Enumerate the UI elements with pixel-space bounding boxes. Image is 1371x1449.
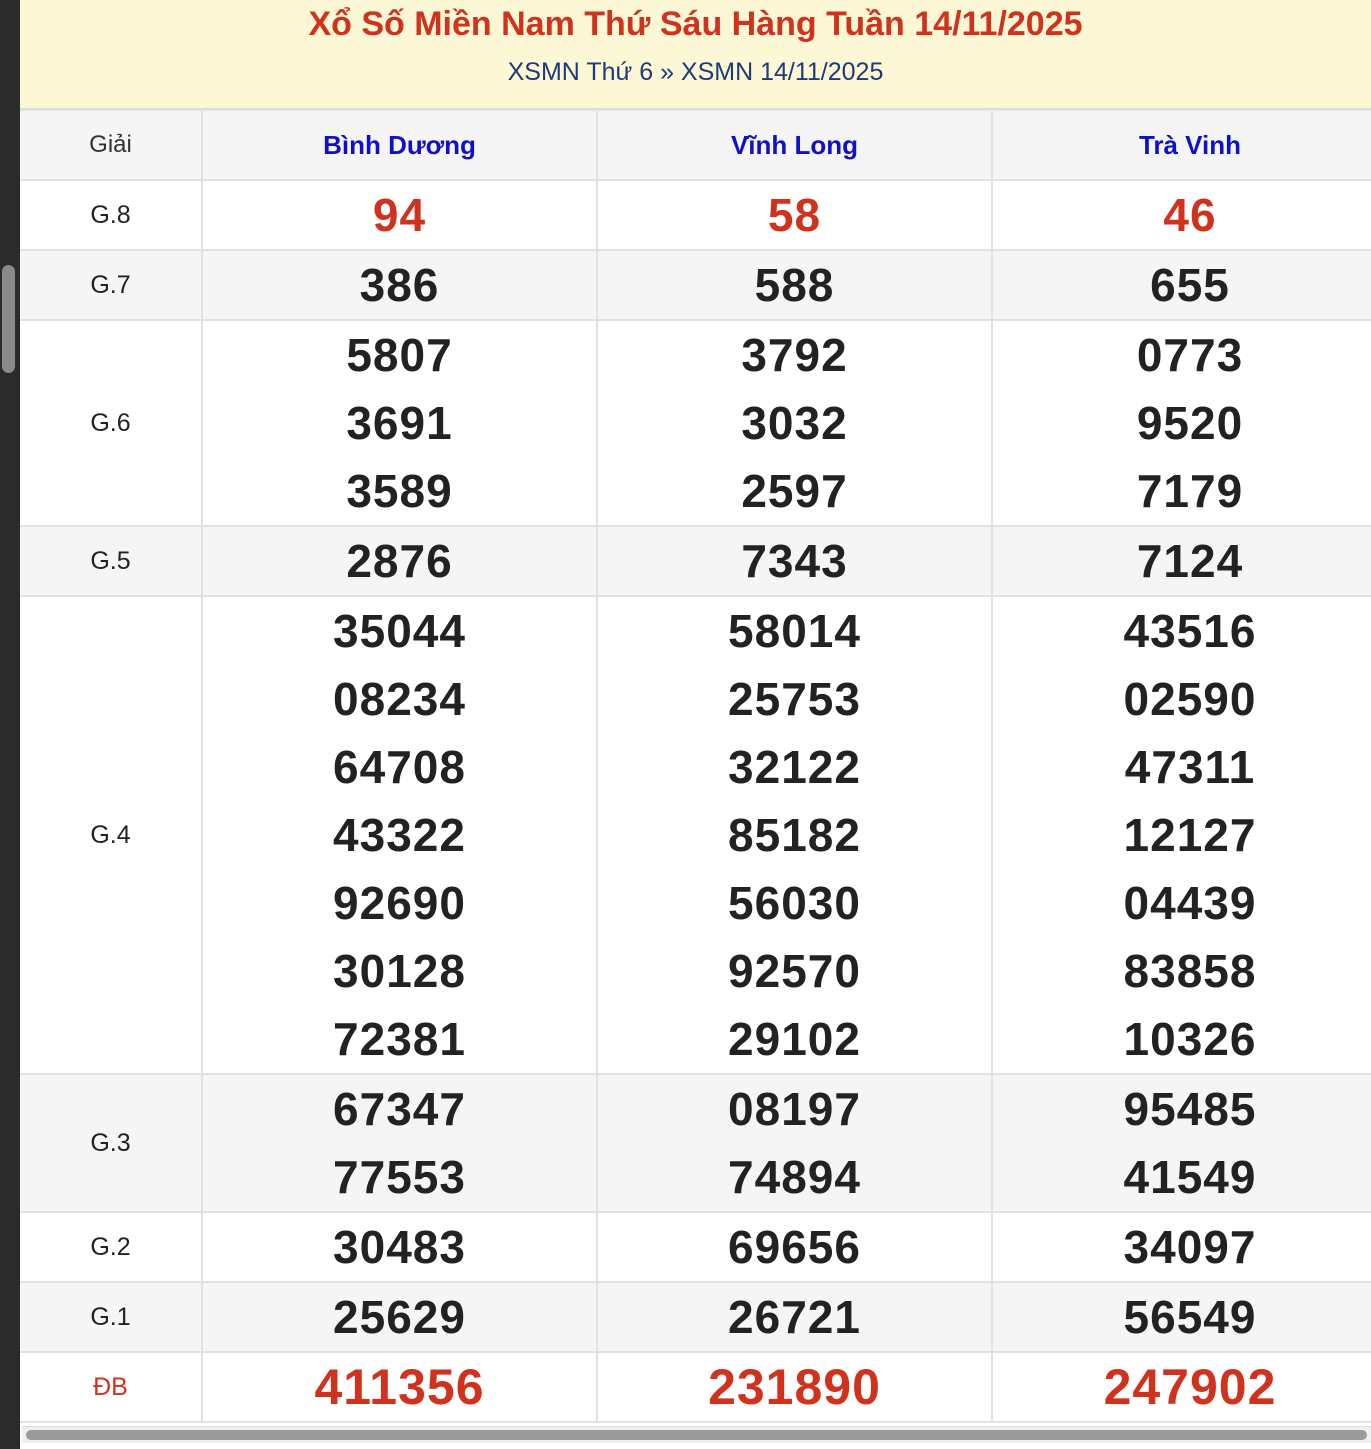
prize-number: 7179 [1136,465,1244,517]
prize-label: G.6 [20,320,202,526]
prize-number: 7124 [1136,535,1244,587]
prize-cell [597,320,992,526]
prize-cell [992,596,1371,1074]
prize-number: 02590 [1123,673,1257,725]
prize-number: 67347 [333,1083,466,1135]
prize-number: 95485 [1123,1083,1257,1135]
prize-cell [202,596,597,1074]
page-title: Xổ Số Miền Nam Thứ Sáu Hàng Tuần 14/11/2025 [308,5,1083,43]
prize-number: 43516 [1123,605,1257,657]
prize-column-header: Giải [20,110,202,180]
prize-cell [992,1282,1371,1352]
prize-number: 7343 [741,535,848,587]
prize-cell [202,526,597,596]
prize-number: 47311 [1124,741,1256,793]
prize-number: 3691 [346,397,453,449]
prize-number: 92690 [333,877,466,929]
table-header-row [20,110,1371,180]
prize-cell [202,180,597,250]
prize-number: 12127 [1123,809,1257,861]
prize-number: 25753 [728,673,861,725]
horizontal-scrollbar-thumb[interactable] [26,1430,1367,1440]
prize-row [20,180,1371,250]
breadcrumb [20,56,1371,88]
prize-row [20,526,1371,596]
prize-cell [597,1352,992,1422]
prize-number: 411356 [314,1359,485,1415]
prize-number: 30128 [333,945,466,997]
prize-number: 3032 [741,397,848,449]
prize-cell [597,1212,992,1282]
prize-number: 56549 [1123,1291,1257,1343]
prize-row [20,1352,1371,1422]
prize-row [20,1074,1371,1212]
prize-row [20,250,1371,320]
prize-number: 247902 [1103,1359,1277,1415]
prize-label: G.1 [20,1282,202,1352]
prize-number: 58 [767,189,822,241]
prize-cell [597,526,992,596]
prize-number: 77553 [333,1151,466,1203]
prize-number: 588 [754,259,835,311]
prize-number: 25629 [333,1291,466,1343]
prize-number: 04439 [1123,877,1257,929]
prize-number: 08197 [728,1083,861,1135]
prize-number: 41549 [1123,1151,1257,1203]
province-header[interactable]: Vĩnh Long [597,110,992,180]
prize-cell [597,596,992,1074]
prize-number: 92570 [728,945,861,997]
prize-cell [992,1074,1371,1212]
prize-cell [597,250,992,320]
prize-number: 64708 [333,741,466,793]
prize-number: 43322 [333,809,466,861]
breadcrumb-link-date[interactable]: XSMN 14/11/2025 [680,58,884,86]
breadcrumb-separator: » [660,58,674,86]
breadcrumb-link-weekday[interactable]: XSMN Thứ 6 [507,58,654,86]
prize-cell [992,180,1371,250]
prize-number: 3792 [741,329,848,381]
prize-cell [992,526,1371,596]
prize-row [20,320,1371,526]
prize-number: 74894 [728,1151,861,1203]
prize-number: 08234 [333,673,466,725]
prize-cell [992,250,1371,320]
prize-number: 72381 [333,1013,466,1065]
prize-label: G.8 [20,180,202,250]
prize-number: 26721 [728,1291,861,1343]
vertical-scrollbar-thumb[interactable] [2,265,15,373]
window-edge [0,0,20,1449]
prize-label: G.5 [20,526,202,596]
prize-row [20,1212,1371,1282]
prize-cell [597,180,992,250]
province-header[interactable]: Bình Dương [202,110,597,180]
prize-number: 58014 [728,605,861,657]
prize-label: G.2 [20,1212,202,1282]
results-panel [20,0,1371,1449]
horizontal-scrollbar[interactable] [22,1426,1371,1443]
prize-label: G.4 [20,596,202,1074]
prize-cell [202,320,597,526]
prize-row [20,596,1371,1074]
prize-number: 5807 [346,329,453,381]
prize-number: 94 [372,189,427,241]
prize-cell [992,320,1371,526]
prize-cell [992,1212,1371,1282]
prize-label: G.7 [20,250,202,320]
results-table [20,109,1371,1423]
prize-number: 35044 [333,605,466,657]
prize-cell [202,1352,597,1422]
prize-number: 0773 [1136,329,1244,381]
prize-number: 9520 [1136,397,1244,449]
prize-cell [202,1282,597,1352]
prize-number: 56030 [728,877,861,929]
prize-number: 32122 [728,741,861,793]
prize-number: 386 [359,259,440,311]
prize-row [20,1282,1371,1352]
prize-number: 83858 [1123,945,1257,997]
prize-number: 46 [1163,189,1217,241]
province-header[interactable]: Trà Vinh [992,110,1371,180]
prize-number: 69656 [728,1221,861,1273]
prize-number: 30483 [333,1221,466,1273]
prize-number: 2876 [346,535,453,587]
prize-number: 10326 [1123,1013,1257,1065]
prize-cell [597,1074,992,1212]
prize-cell [597,1282,992,1352]
prize-number: 655 [1150,259,1230,311]
prize-label: G.3 [20,1074,202,1212]
prize-cell [992,1352,1371,1422]
prize-label: ĐB [20,1352,202,1422]
prize-cell [202,1212,597,1282]
prize-number: 85182 [728,809,861,861]
prize-cell [202,250,597,320]
prize-number: 2597 [741,465,848,517]
prize-number: 231890 [708,1359,881,1415]
prize-cell [202,1074,597,1212]
prize-number: 34097 [1123,1221,1257,1273]
prize-number: 29102 [728,1013,861,1065]
results-header [20,0,1371,109]
prize-number: 3589 [346,465,453,517]
